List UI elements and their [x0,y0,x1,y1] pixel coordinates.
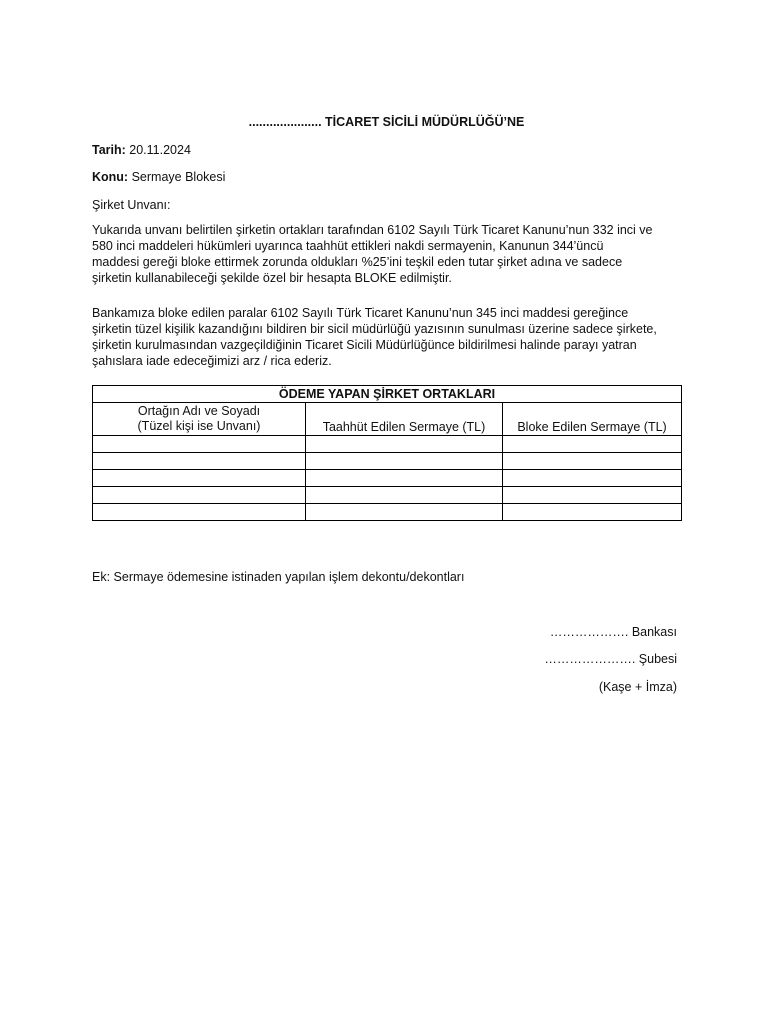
paragraph-line: şahıslara iade edeceğimizi arz / rica ederiz. [92,354,332,368]
table-cell [93,487,306,504]
paragraph-line: maddesi gereği bloke ettirmek zorunda oldukları %25’ini teşkil eden tutar şirket adına ve sadece [92,255,623,269]
paragraph-block-refund [92,305,681,369]
table-cell [93,470,306,487]
partners-table [92,385,682,521]
subject-label: Konu: [92,170,129,184]
company-title-label: Şirket Unvanı: [92,198,171,212]
date-value: 20.11.2024 [129,143,191,157]
table-column-header-row [93,403,682,436]
column-header-partner-name [93,403,306,436]
table-cell [503,436,682,453]
table-heading: ÖDEME YAPAN ŞİRKET ORTAKLARI [93,386,682,403]
table-cell [306,504,503,521]
paragraph-line: şirketin kullanabileceği şekilde özel bir hesapta BLOKE edilmiştir. [92,271,452,285]
paragraph-line: şirketin kurulmasından vazgeçildiğinin Ticaret Sicili Müdürlüğünce bildirilmesi halinde parayı yatran [92,338,637,352]
table-heading-row [93,386,682,403]
table-row [93,453,682,470]
table-cell [503,487,682,504]
document-title: ..................... TİCARET SİCİLİ MÜDÜRLÜĞÜ’NE [248,115,525,129]
table-cell [93,504,306,521]
bank-name-line: ………………. Bankası [549,625,677,639]
table-cell [306,470,503,487]
subject-line [92,169,225,185]
branch-name-line: …………………. Şubesi [544,652,677,666]
date-line [92,142,191,158]
table-cell [93,436,306,453]
column-header-line: (Tüzel kişi ise Unvanı) [137,419,261,433]
table-cell [306,453,503,470]
table-row [93,504,682,521]
column-header-committed-capital: Taahhüt Edilen Sermaye (TL) [306,403,503,436]
paragraph-line: 580 inci maddeleri hükümleri uyarınca taahhüt ettikleri nakdi sermayenin, Kanunun 344’üncü [92,239,604,253]
paragraph-block-capital [92,222,681,286]
paragraph-line: şirketin tüzel kişilik kazandığını bildiren bir sicil müdürlüğü yazısının sunulması üzerine sadece şirkete, [92,322,657,336]
table-cell [306,436,503,453]
table-cell [503,504,682,521]
table-cell [503,470,682,487]
table-cell [93,453,306,470]
column-header-line: Ortağın Adı ve Soyadı [137,404,261,418]
table-cell [306,487,503,504]
table-row [93,487,682,504]
table-row [93,436,682,453]
subject-value: Sermaye Blokesi [131,170,226,184]
table-cell [503,453,682,470]
paragraph-line: Yukarıda unvanı belirtilen şirketin ortakları tarafından 6102 Sayılı Türk Ticaret Kanunu’nun 332 inci ve [92,223,653,237]
column-header-blocked-capital: Bloke Edilen Sermaye (TL) [503,403,682,436]
attachment-note: Ek: Sermaye ödemesine istinaden yapılan işlem dekontu/dekontları [92,570,465,584]
table-row [93,470,682,487]
stamp-signature-line: (Kaşe + İmza) [598,680,677,694]
date-label: Tarih: [92,143,126,157]
paragraph-line: Bankamıza bloke edilen paralar 6102 Sayılı Türk Ticaret Kanunu’nun 345 inci maddesi gereğince [92,306,629,320]
